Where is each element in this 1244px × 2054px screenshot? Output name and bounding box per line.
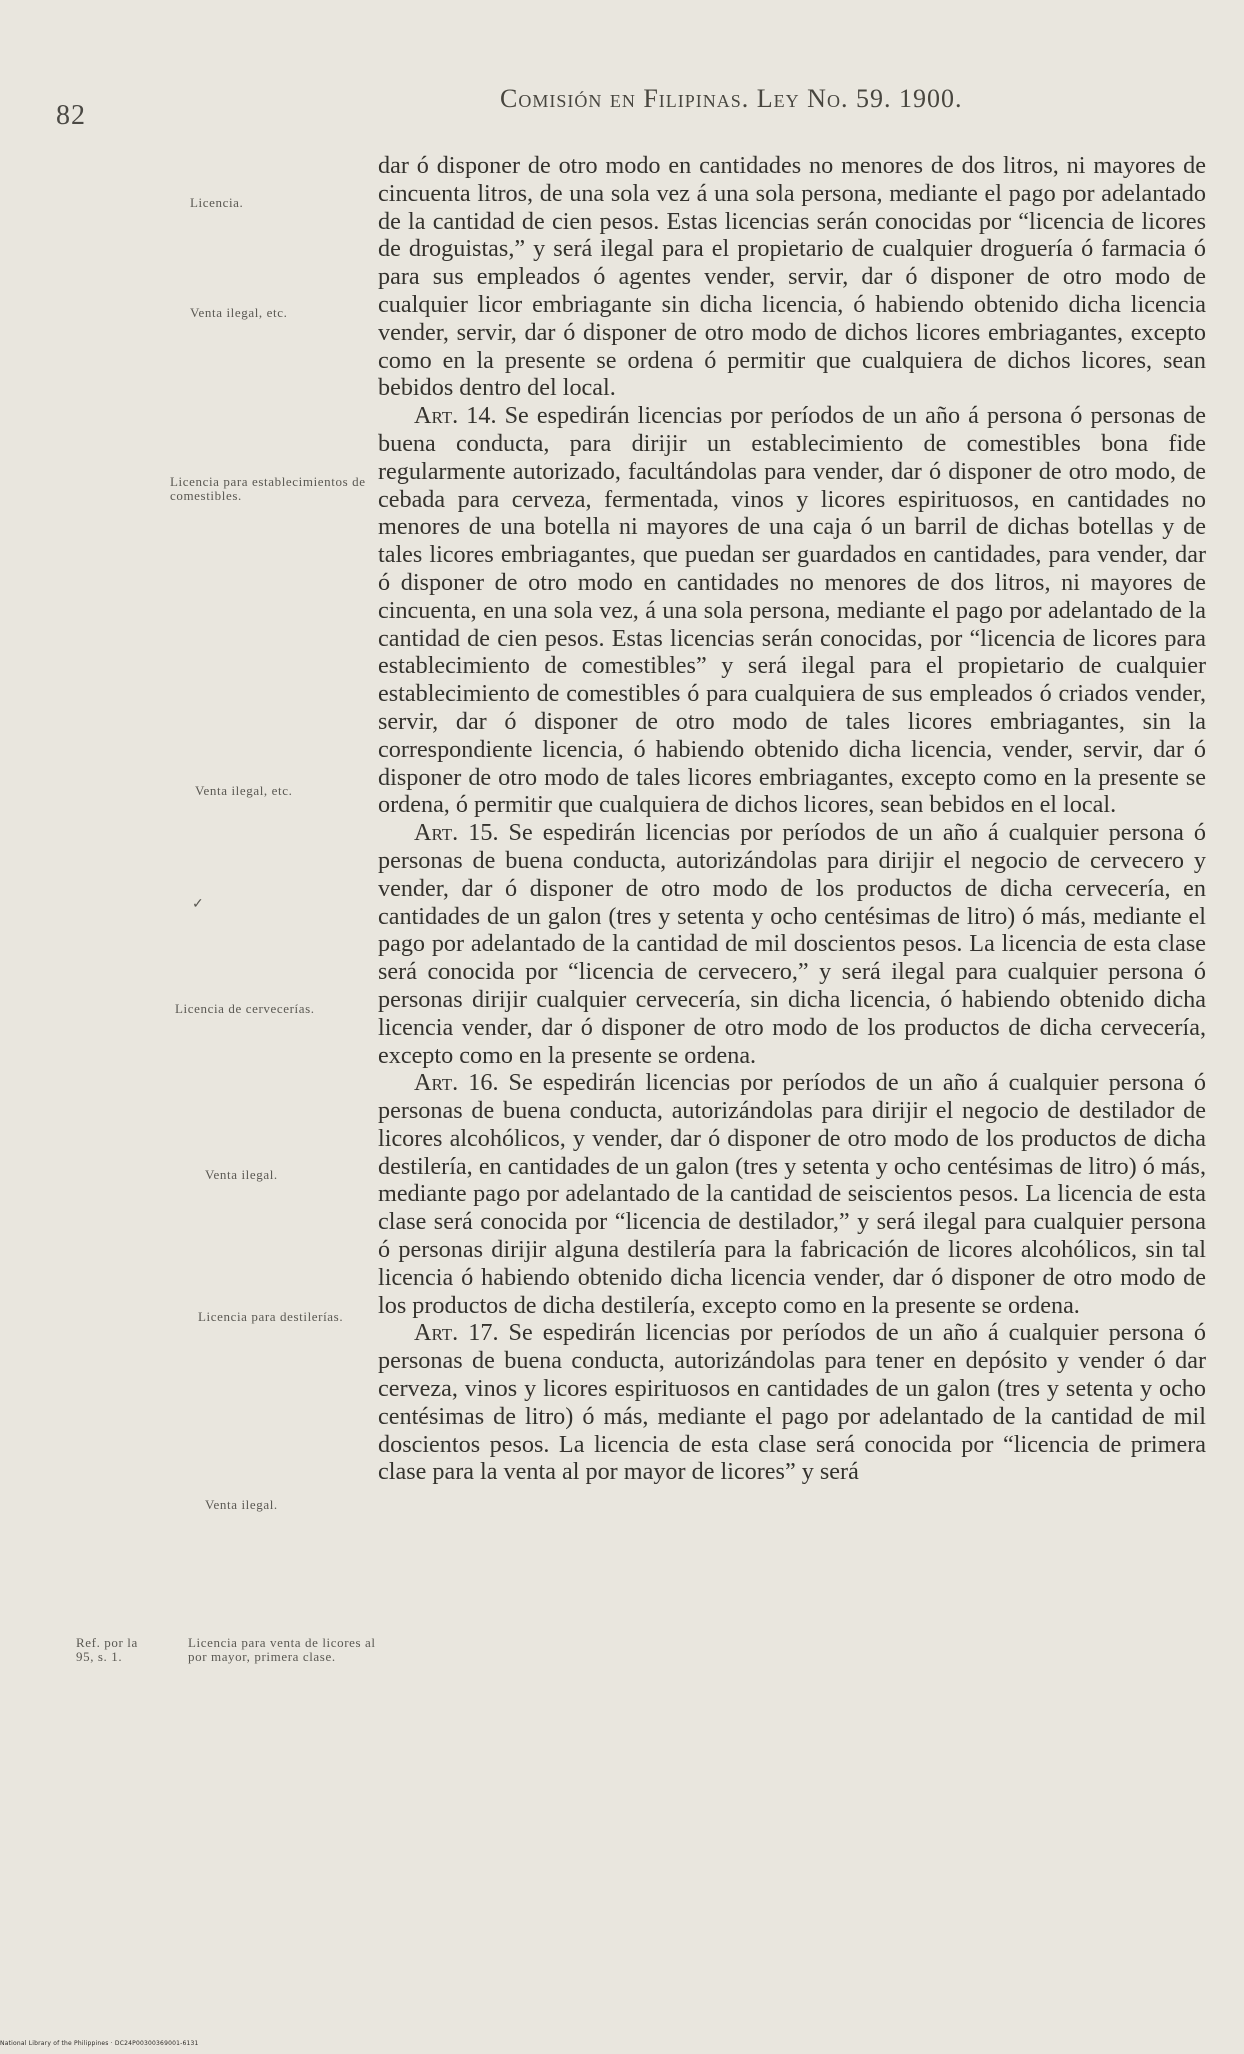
margin-tick: ✓ — [192, 897, 204, 912]
marginal-note: Licencia. — [190, 195, 244, 210]
marginal-note: Licencia para venta de licores al por mayor, primera clase. — [188, 1635, 376, 1664]
article-heading: Art. 17. — [414, 1319, 499, 1347]
article-15 — [378, 819, 1206, 1069]
paragraph-text: dar ó disponer de otro modo en cantidades no menores de dos litros, ni mayores de cincuenta litros, de una sola vez á una sola persona, mediante el pago por adelantado de la cantidad de cien pesos. Estas licencias serán conocidas por “licencia de licores de droguistas,” y será ilegal para el propietario de cualquier droguería ó farmacia ó para sus empleados ó agentes vender, servir, dar ó disponer de otro modo de cualquier licor embriagante sin dicha licencia, ó habiendo obtenido dicha licencia vender, servir, dar ó disponer de otro modo de dichos licores embriagantes, excepto como en la presente se ordena ó permitir que cualquiera de dichos licores, sean bebidos dentro del local. — [378, 152, 1206, 402]
body-text — [378, 152, 1206, 1486]
marginal-note: Venta ilegal. — [205, 1167, 278, 1182]
article-heading: Art. 15. — [414, 819, 499, 847]
scan-source-footer: National Library of the Philippines · DC24P00300369001-6131 — [0, 2040, 199, 2047]
running-head: Comisión en Filipinas. Ley No. 59. 1900. — [500, 84, 963, 113]
paragraph-text: Se espedirán licencias por períodos de un año á persona ó personas de buena conducta, para dirijir un establecimiento de comestibles bona fide regularmente autorizado, facultándolas para vender, dar ó disponer de otro modo, de cebada para cerveza, fermentada, vinos y licores espirituosos, en cantidades no menores de una botella ni mayores de una caja ó un barril de dichas botellas y de tales licores embriagantes, que puedan ser guardados en cantidades, para vender, dar ó disponer de otro modo en cantidades no menores de dos litros, ni mayores de cincuenta, en una sola vez, á una sola persona, mediante el pago por adelantado de la cantidad de cien pesos. Estas licencias serán conocidas, por “licencia de licores para establecimiento de comestibles” y será ilegal para el propietario de cualquier establecimiento de comestibles ó para cualquiera de sus empleados ó criados vender, servir, dar ó disponer de otro modo de tales licores embriagantes, sin la correspondiente licencia, ó habiendo obtenido dicha licencia, vender, servir, dar ó disponer de otro modo de tales licores embriagantes, excepto como en la presente se ordena, ó permitir que cualquiera de dichos licores, sean bebidos en el local. — [378, 402, 1206, 819]
marginal-note: Venta ilegal, etc. — [190, 305, 288, 320]
paragraph-text: Se espedirán licencias por períodos de un año á cualquier persona ó personas de buena conducta, autorizándolas para tener en depósito y vender ó dar cerveza, vinos y licores espirituosos en cantidades de un galon (tres y setenta y ocho centésimas de litro) ó más, mediante el pago por adelantado de la cantidad de mil doscientos pesos. La licencia de esta clase será conocida por “licencia de primera clase para la venta al por mayor de licores” y será — [378, 1319, 1207, 1486]
marginal-note: Venta ilegal, etc. — [195, 783, 293, 798]
page-number: 82 — [56, 100, 86, 131]
article-16 — [378, 1069, 1206, 1319]
marginal-note: Licencia de cervecerías. — [175, 1001, 315, 1016]
marginal-note: Licencia para establecimientos de comestibles. — [170, 474, 366, 503]
article-17 — [378, 1319, 1206, 1486]
marginal-note: Venta ilegal. — [205, 1497, 278, 1512]
article-14 — [378, 402, 1206, 819]
marginal-note-reference: Ref. por la 95, s. 1. — [76, 1635, 138, 1664]
article-heading: Art. 16. — [414, 1069, 499, 1097]
article-heading: Art. 14. — [414, 402, 497, 430]
paragraph-text: Se espedirán licencias por períodos de un año á cualquier persona ó personas de buena conducta, autorizándolas para dirijir el negocio de cervecero y vender, dar ó disponer de otro modo de los productos de dicha cervecería, en cantidades de un galon (tres y setenta y ocho centésimas de litro) ó más, mediante el pago por adelantado de la cantidad de mil doscientos pesos. La licencia de esta clase será conocida por “licencia de cervecero,” y será ilegal para cualquier persona ó personas dirijir cualquier cervecería, sin dicha licencia, ó habiendo obtenido dicha licencia vender, dar ó disponer de otro modo de los productos de dicha cervecería, excepto como en la presente se ordena. — [378, 819, 1207, 1069]
paragraph-continuation — [378, 152, 1206, 402]
marginal-note: Licencia para destilerías. — [198, 1309, 344, 1324]
paragraph-text: Se espedirán licencias por períodos de un año á cualquier persona ó personas de buena conducta, autorizándolas para dirijir el negocio de destilador de licores alcohólicos, y vender, dar ó disponer de otro modo de los productos de dicha destilería, en cantidades de un galon (tres y setenta y ocho centésimas de litro) ó más, mediante pago por adelantado de la cantidad de seiscientos pesos. La licencia de esta clase será conocida por “licencia de destilador,” y será ilegal para cualquier persona ó personas dirijir alguna destilería para la fabricación de licores alcohólicos, sin tal licencia ó habiendo obtenido dicha licencia vender, dar ó disponer de otro modo de los productos de dicha destilería, excepto como en la presente se ordena. — [378, 1069, 1207, 1319]
